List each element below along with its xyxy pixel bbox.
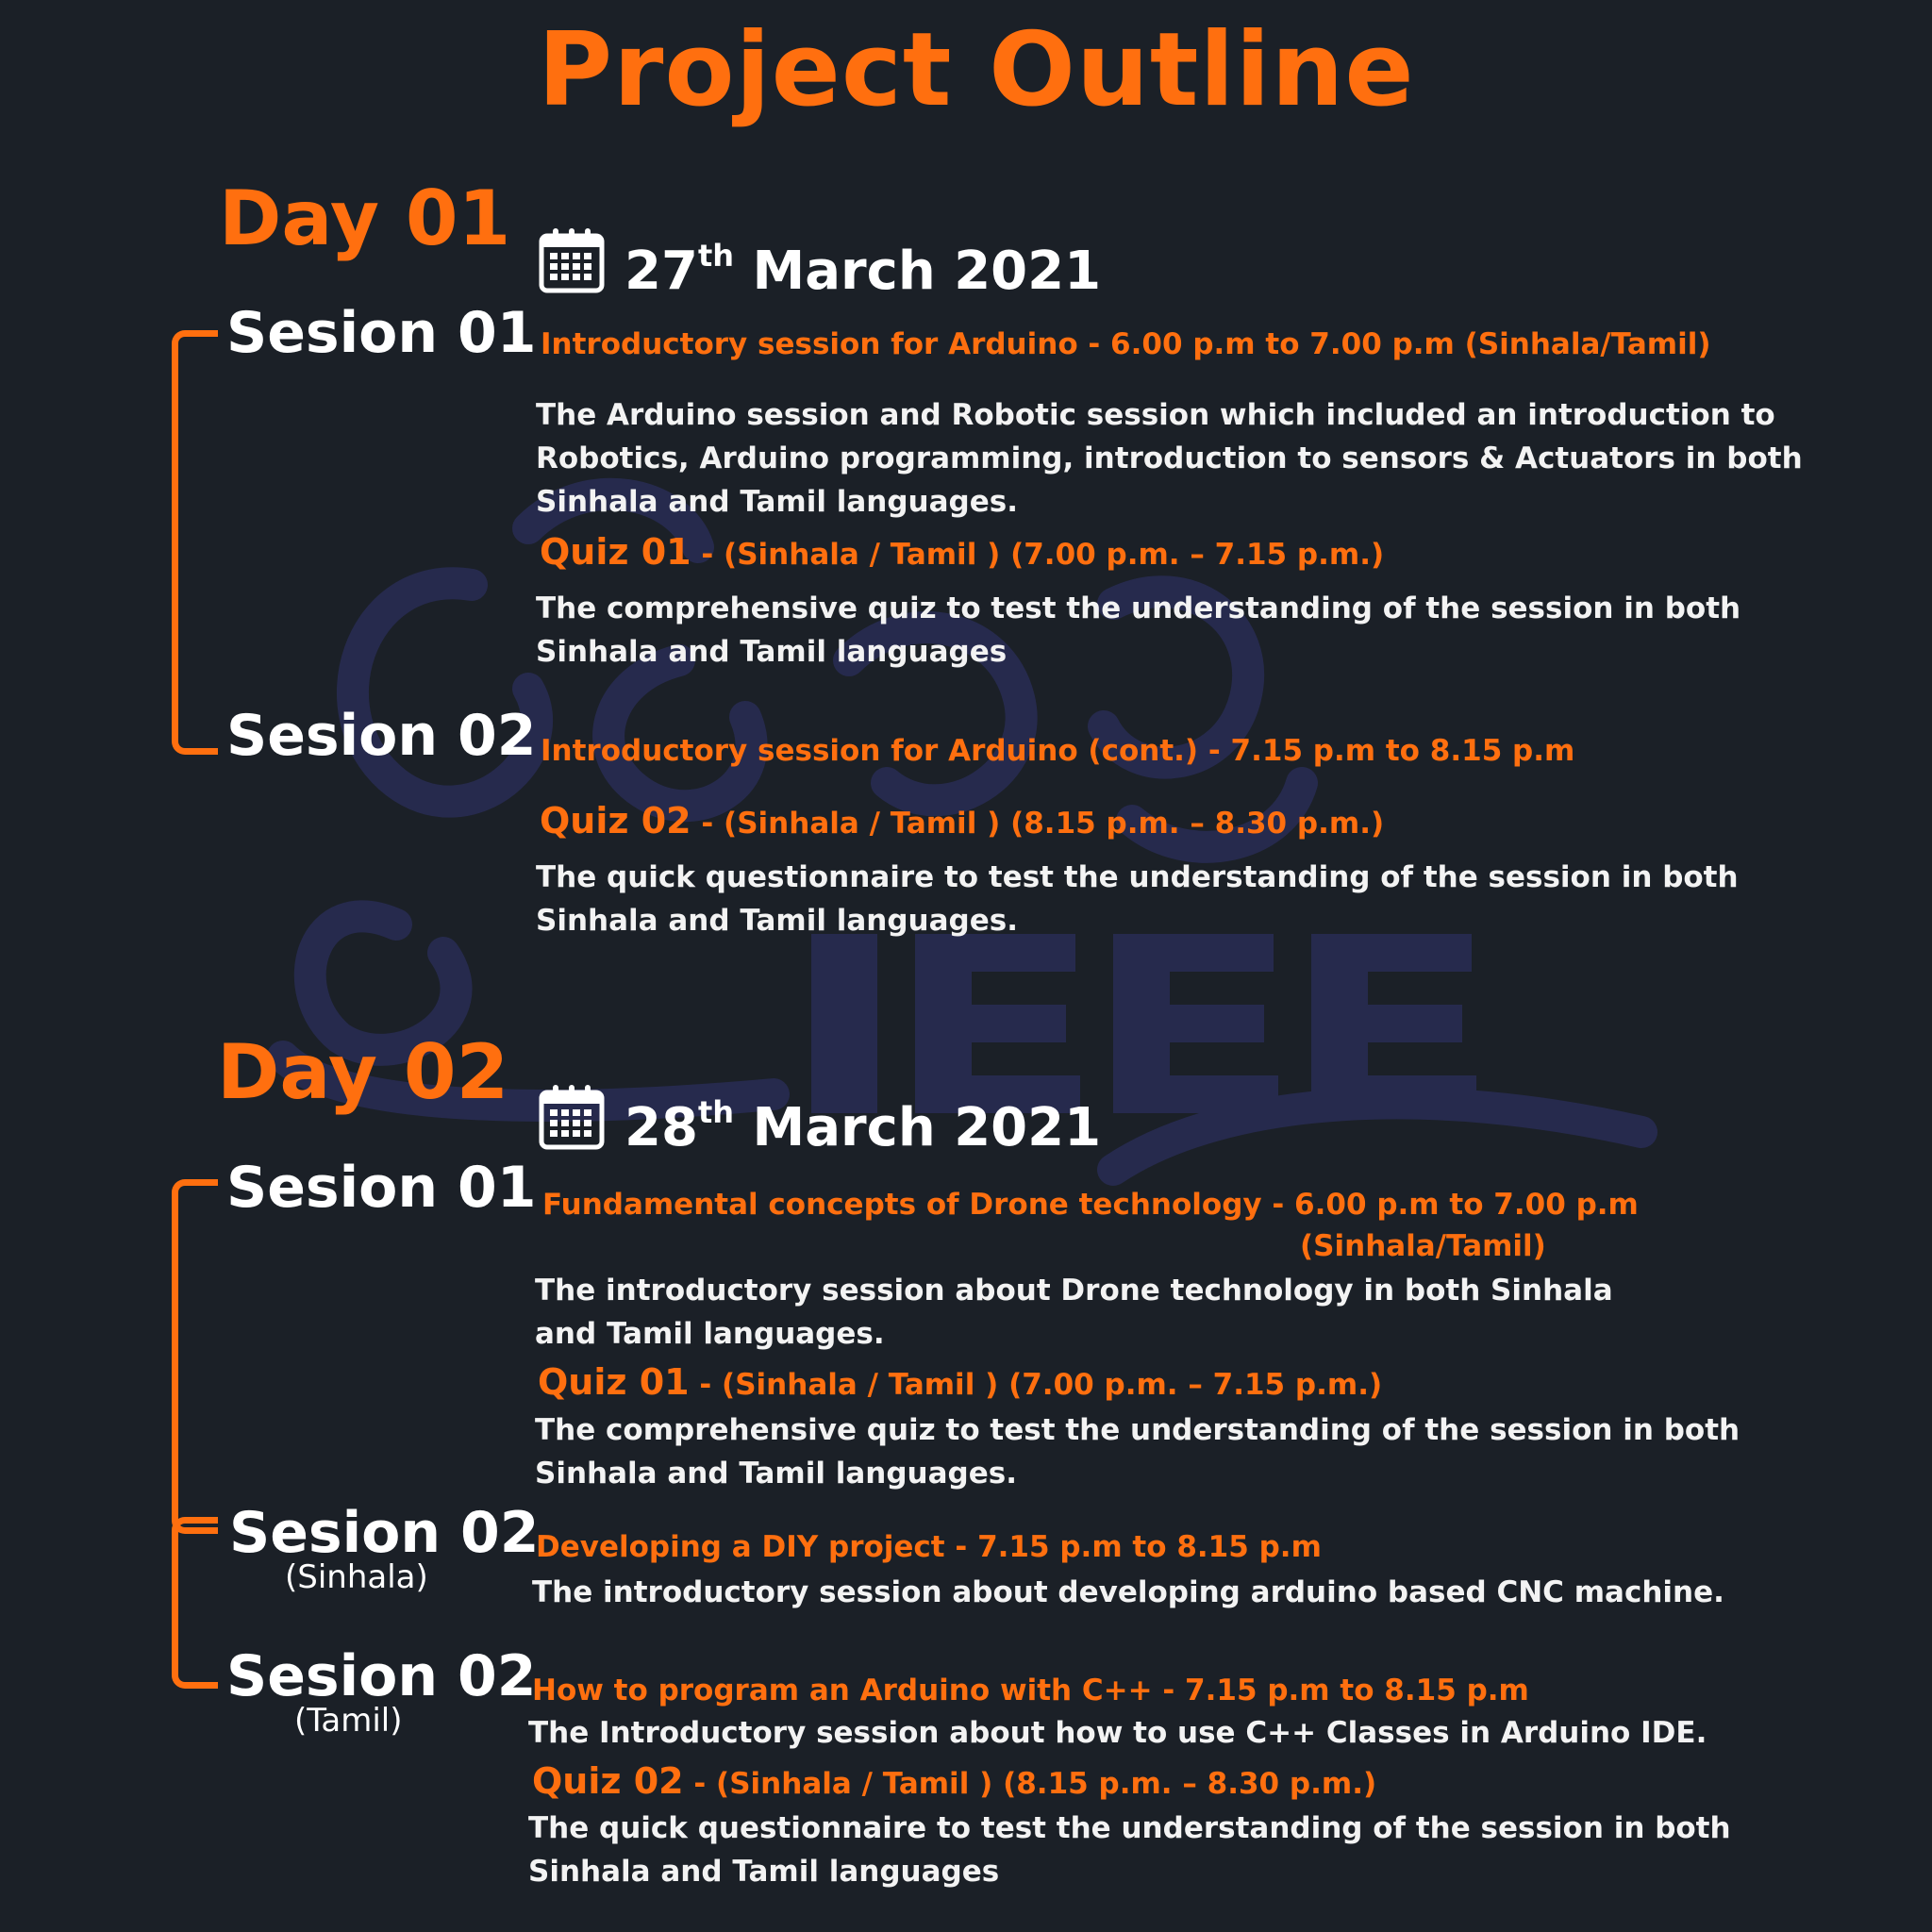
day1-quiz2-desc-line2: Sinhala and Tamil languages. [536,904,1018,938]
day2-quiz2-name: Quiz 02 [532,1760,684,1802]
day2-session1-heading: Fundamental concepts of Drone technology - 6.00 p.m to 7.00 p.m [542,1188,1639,1222]
day1-session1-heading: Introductory session for Arduino - 6.00 p.m to 7.00 p.m (Sinhala/Tamil) [541,327,1711,361]
day1-quiz1-desc-line2: Sinhala and Tamil languages [536,635,1008,669]
day2-quiz1 [538,1361,1382,1403]
day2-session2-sinhala-label: Sesion 02 [229,1500,540,1566]
day2-session2-sinhala-heading: Developing a DIY project - 7.15 p.m to 8.15 p.m [536,1530,1322,1564]
day1-quiz1-desc-line1: The comprehensive quiz to test the understanding of the session in both [536,591,1741,625]
day2-quiz2-details: - (Sinhala / Tamil ) (8.15 p.m. – 8.30 p.m.) [683,1767,1377,1801]
day1-label: Day 01 [219,175,511,262]
day2-session1-heading-lang: (Sinhala/Tamil) [1300,1229,1546,1263]
day1-session1-desc-line2: Robotics, Arduino programming, introduction to sensors & Actuators in both [536,441,1803,475]
day1-quiz2-name: Quiz 02 [540,800,691,841]
day2-quiz1-details: - (Sinhala / Tamil ) (7.00 p.m. – 7.15 p.m.) [689,1368,1383,1402]
day2-quiz1-desc-line1: The comprehensive quiz to test the understanding of the session in both [535,1413,1740,1447]
day1-session1-label: Sesion 01 [226,300,537,366]
day1-quiz1 [540,531,1384,573]
day2-date-day: 28 [625,1097,698,1158]
day2-quiz2-desc-line1: The quick questionnaire to test the understanding of the session in both [528,1811,1731,1845]
day1-quiz2-desc-line1: The quick questionnaire to test the understanding of the session in both [536,860,1739,894]
day2-session1-label: Sesion 01 [226,1155,537,1221]
day1-date-suffix: th [697,238,735,274]
day2-quiz1-desc-line2: Sinhala and Tamil languages. [535,1457,1017,1491]
calendar-icon [538,226,606,294]
day1-date [625,238,1101,302]
day2-date-rest: March 2021 [752,1097,1102,1158]
day2-bracket-lower [172,1517,218,1689]
day2-session2-tamil-sub: (Tamil) [294,1702,403,1740]
day2-quiz1-name: Quiz 01 [538,1361,690,1403]
day2-date-suffix: th [697,1094,735,1130]
calendar-icon [538,1083,606,1151]
day2-session1-desc-line2: and Tamil languages. [535,1317,885,1351]
day1-date-day: 27 [625,241,698,302]
day1-quiz1-name: Quiz 01 [540,531,691,573]
day2-bracket-upper [172,1179,218,1534]
day1-bracket [172,330,218,755]
day2-session2-tamil-desc: The Introductory session about how to use C++ Classes in Arduino IDE. [528,1716,1707,1750]
day2-quiz2-desc-line2: Sinhala and Tamil languages [528,1855,1000,1889]
day1-session1-desc-line3: Sinhala and Tamil languages. [536,485,1018,519]
day2-date [625,1094,1101,1158]
day1-date-rest: March 2021 [752,241,1102,302]
day2-label: Day 02 [217,1028,509,1116]
day1-quiz2 [540,800,1384,841]
day2-session2-sinhala-sub: (Sinhala) [285,1558,428,1596]
day2-session2-tamil-label: Sesion 02 [226,1643,537,1709]
day2-quiz2 [532,1760,1376,1802]
day1-quiz1-details: - (Sinhala / Tamil ) (7.00 p.m. – 7.15 p.m.) [691,538,1385,572]
day2-session2-sinhala-desc: The introductory session about developing arduino based CNC machine. [532,1575,1724,1609]
day1-session1-desc-line1: The Arduino session and Robotic session which included an introduction to [536,398,1775,432]
day1-session2-heading: Introductory session for Arduino (cont.) - 7.15 p.m to 8.15 p.m [541,734,1575,768]
day2-session1-desc-line1: The introductory session about Drone technology in both Sinhala [535,1274,1613,1307]
page-title: Project Outline [538,11,1415,129]
day2-session2-tamil-heading: How to program an Arduino with C++ - 7.15 p.m to 8.15 p.m [532,1674,1529,1707]
day1-quiz2-details: - (Sinhala / Tamil ) (8.15 p.m. – 8.30 p.m.) [691,807,1385,841]
day1-session2-label: Sesion 02 [226,703,537,769]
